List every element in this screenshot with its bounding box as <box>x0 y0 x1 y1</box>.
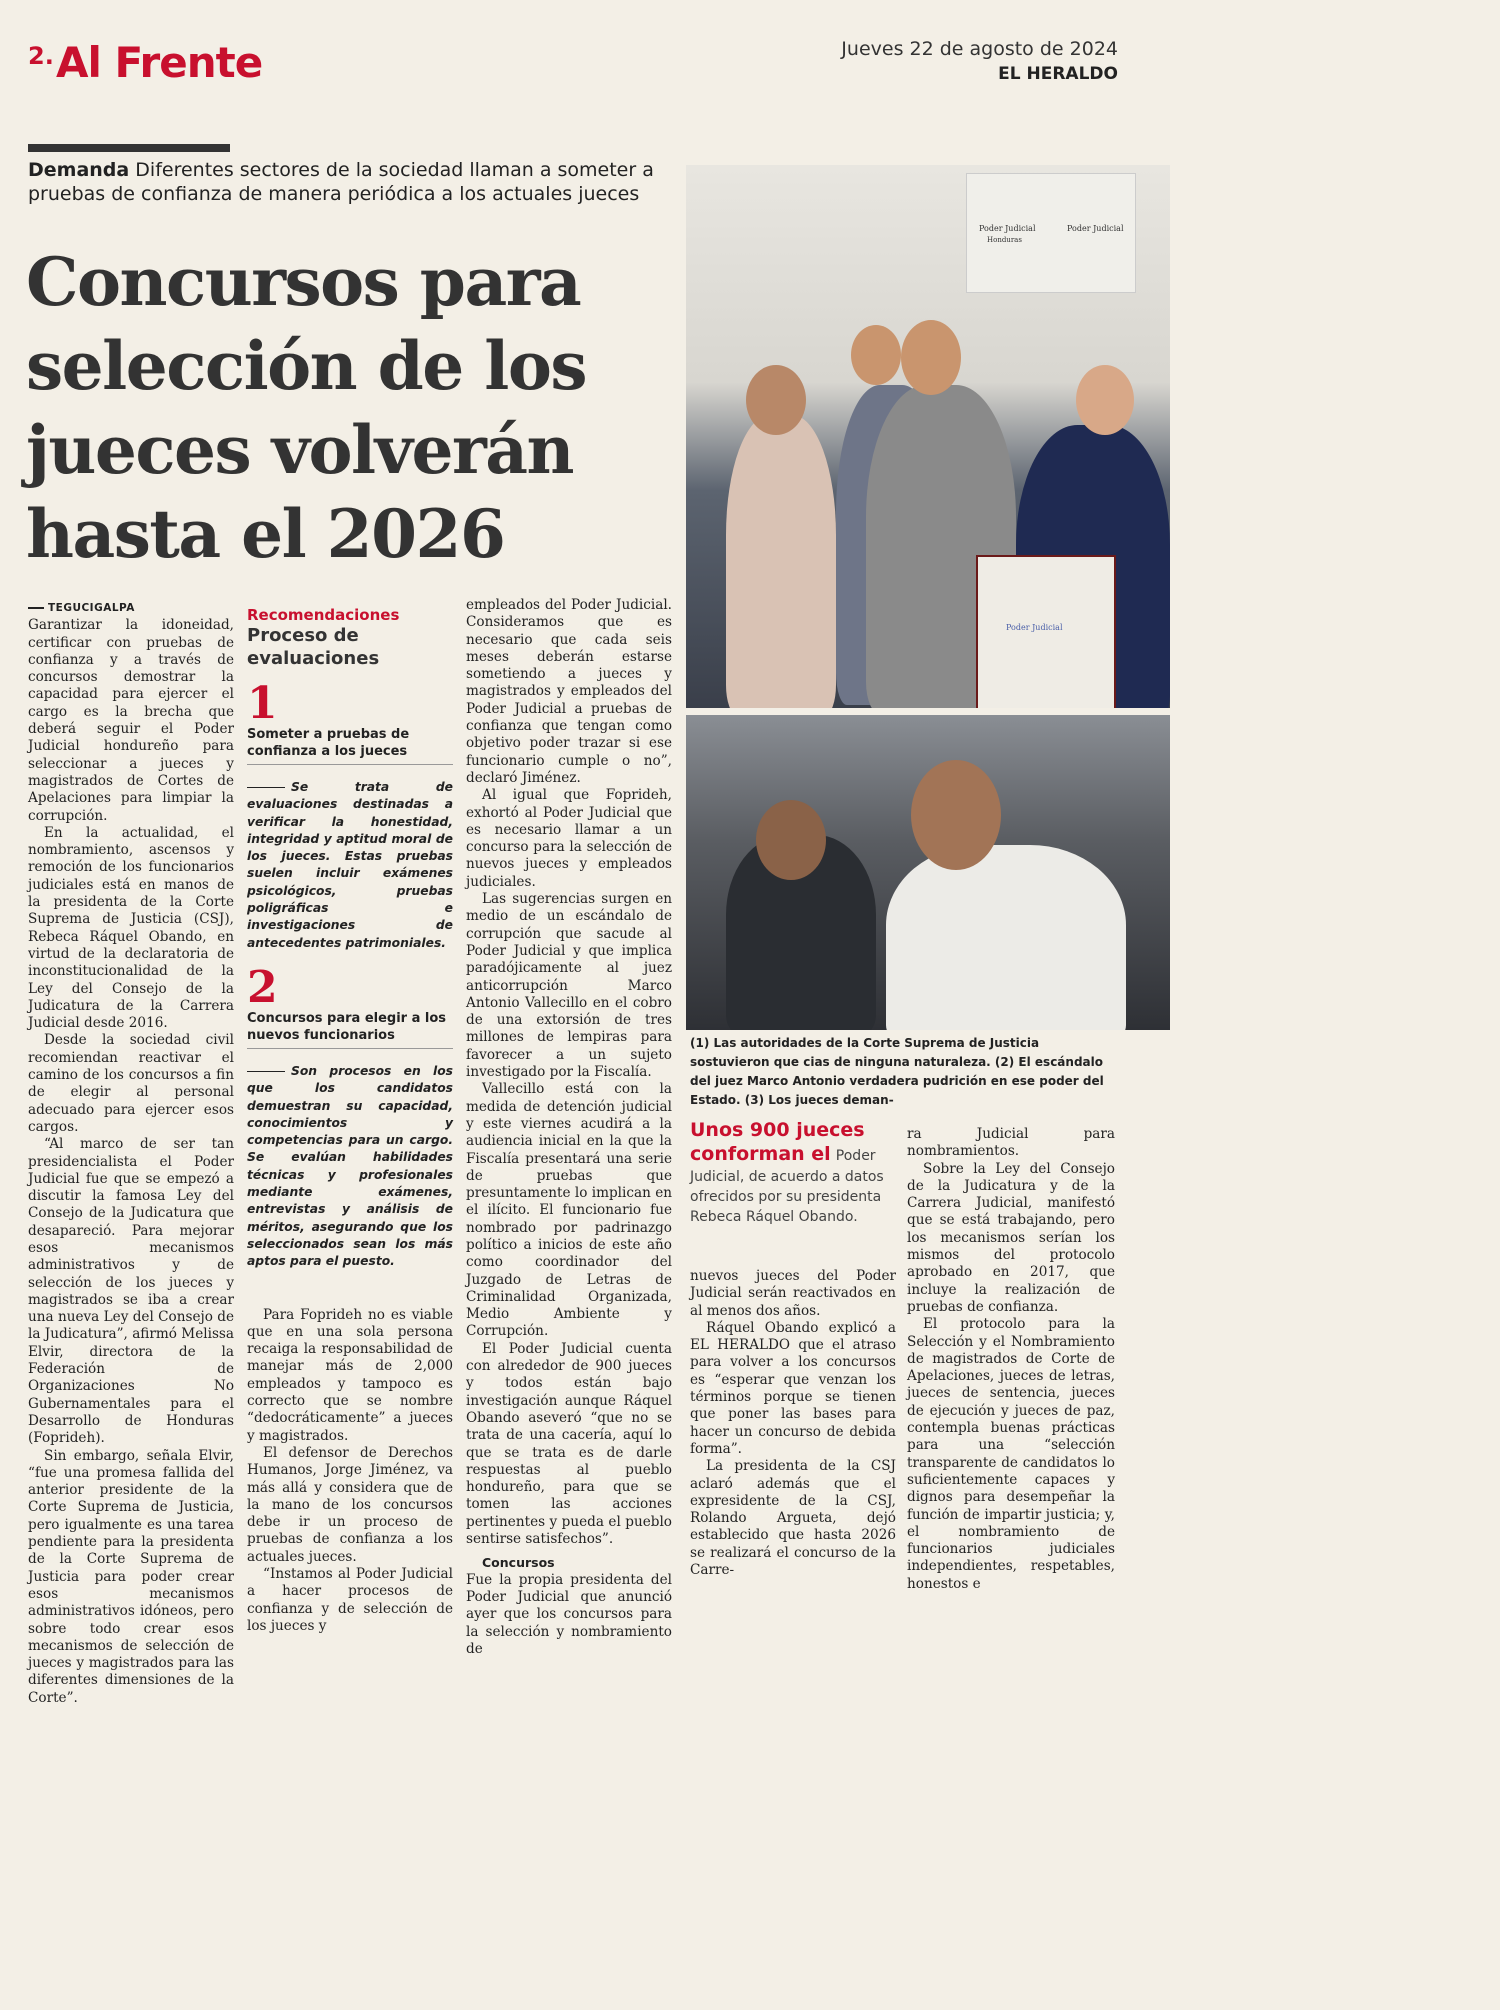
podium-label: Poder Judicial <box>1006 623 1063 632</box>
column-1 <box>28 600 234 1707</box>
head <box>911 760 1001 870</box>
paragraph: Para Foprideh no es viable que en una sola persona recaiga la responsabilidad de manejar más de 2,000 empleados y tampoco es correcto que se nombre “dedocráticamente” a jueces y magistrados. <box>247 1306 453 1444</box>
paragraph: En la actualidad, el nombramiento, ascensos y remoción de los funcionarios judiciales está en manos de la presidenta de la Corte Suprema de Justicia (CSJ), Rebeca Ráquel Obando, en virtud de la declaratoria de inconstitucionalidad de la Ley del Consejo de la Judicatura de la Carrera Judicial desde 2016. <box>28 824 234 1032</box>
newspaper-name: EL HERALDO <box>998 64 1118 84</box>
recommendations-box <box>247 606 453 1635</box>
head <box>851 325 901 385</box>
kicker <box>28 158 678 206</box>
paragraph: Garantizar la idoneidad, certificar con pruebas de confianza y a través de concursos demostrar la capacidad para ejercer el cargo es la brecha que deberá seguir el Poder Judicial hondureño para seleccionar a jueces y magistrados de Cortes de Apelaciones para limpiar la corrupción. <box>28 617 234 824</box>
banner-sublabel: Honduras <box>987 236 1022 244</box>
page-number: 2. <box>28 42 54 70</box>
paragraph: Ráquel Obando explicó a EL HERALDO que el atraso para volver a los concursos es “esperar que venzan los términos porque se tienen que poner las bases para hacer un concurso de debida forma”. <box>690 1319 896 1457</box>
recommendations-kicker: Recomendaciones <box>247 606 400 624</box>
kicker-label: Demanda <box>28 159 130 181</box>
column-4 <box>690 1268 896 1579</box>
column-3 <box>466 597 672 1658</box>
column-2-body <box>247 1307 453 1636</box>
person-woman-left <box>726 415 836 708</box>
subhead: Concursos <box>482 1555 555 1571</box>
recommendation-text: Son procesos en los que los candidatos demuestran su capacidad, conocimientos y competencias para un cargo. Se evalúan habilidades técnicas y profesionales mediante exámenes, entrevistas y análisis de méritos, asegurando que los seleccionados sean los más aptos para el puesto. <box>247 1063 453 1271</box>
paragraph: El protocolo para la Selección y el Nombramiento de magistrados de Corte de Apelaciones, jueces de letras, jueces de sentencia, jueces de ejecución y jueces de paz, contempla buenas prácticas para una “selección transparente de candidatos lo suficientemente capaces y dignos para desempeñar la función de impartir justicia; y, el nombramiento de funcionarios judiciales independientes, respetables, honestos e <box>907 1316 1115 1592</box>
detained-man <box>886 845 1126 1030</box>
banner-label-2: Poder Judicial <box>1067 224 1124 233</box>
podium <box>976 555 1116 708</box>
head <box>746 365 806 435</box>
kicker-text: Diferentes sectores de la sociedad llaman a someter a pruebas de confianza de manera periódica a los actuales jueces <box>28 159 654 205</box>
head <box>1076 365 1134 435</box>
paragraph: ra Judicial para nombramientos. <box>907 1126 1115 1160</box>
detained-judge-photo <box>686 715 1170 1030</box>
headline: Concursos para selección de los jueces volverán hasta el 2026 <box>26 243 587 573</box>
fact-box-title: Unos 900 jueces conforman el <box>690 1119 865 1165</box>
paragraph: Desde la sociedad civil recomiendan reactivar el camino de los concursos a fin de elegir al personal adecuado para ejercer esos cargos. <box>28 1032 234 1135</box>
recommendation-heading: Concursos para elegir a los nuevos funcionarios <box>247 1010 453 1049</box>
paragraph: Las sugerencias surgen en medio de un escándalo de corrupción que sacude al Poder Judicial y que implica paradójicamente al juez anticorrupción Marco Antonio Vallecillo en el cobro de una extorsión de tres millones de lempiras para favorecer a un sujeto investigado por la Fiscalía. <box>466 891 672 1081</box>
paragraph: Sobre la Ley del Consejo de la Judicatura y de la Carrera Judicial, manifestó que se está trabajando, pero los mecanismos serían los mismos del protocolo aprobado en 2017, que incluye la realización de pruebas de confianza. <box>907 1160 1115 1315</box>
banner-label: Poder Judicial <box>979 224 1036 233</box>
recommendation-number: 1 <box>247 678 278 729</box>
issue-date: Jueves 22 de agosto de 2024 <box>841 38 1118 60</box>
press-conference-photo <box>686 165 1170 708</box>
paragraph: “Instamos al Poder Judicial a hacer procesos de confianza y de selección de los jueces y <box>247 1565 453 1634</box>
head <box>901 320 961 395</box>
paragraph: nuevos jueces del Poder Judicial serán reactivados en al menos dos años. <box>690 1268 896 1319</box>
paragraph: empleados del Poder Judicial. Consideramos que es necesario que cada seis meses deberán estarse sometiendo a jueces y magistrados y empleados del Poder Judicial a pruebas de confianza que tengan como objetivo poder trazar si ese funcionario cumple o no”, declaró Jiménez. <box>466 597 672 786</box>
column-5 <box>907 1126 1115 1593</box>
paragraph: El Poder Judicial cuenta con alrededor de 900 jueces y todos están bajo investigación aunque Ráquel Obando aseveró “que no se trata de una cacería, aquí lo que se trata es de darle respuestas al pueblo hondureño, para que se tomen las acciones pertinentes y pueda el pueblo sentirse satisfechos”. <box>466 1340 672 1548</box>
recommendation-number: 2 <box>247 961 278 1013</box>
fact-box <box>690 1118 900 1226</box>
head <box>756 800 826 880</box>
recommendations-title: Proceso de evaluaciones <box>247 625 380 669</box>
paragraph: Sin embargo, señala Elvir, “fue una promesa fallida del anterior presidente de la Corte Suprema de Justicia, pero igualmente es una tarea pendiente para la presidenta de la Corte Suprema de Justicia para poder crear esos mecanismos administrativos idóneos, pero sobre todo crear esos mecanismos de selección de jueces y magistrados para las diferentes dimensiones de la Corte”. <box>28 1447 234 1706</box>
recommendation-heading: Someter a pruebas de confianza a los jueces <box>247 726 453 765</box>
kicker-rule <box>28 144 230 152</box>
dateline: TEGUCIGALPA <box>28 600 234 617</box>
paragraph: La presidenta de la CSJ aclaró además que el expresidente de la CSJ, Rolando Argueta, dejó establecido que hasta 2026 se realizará el concurso de la Carre- <box>690 1458 896 1579</box>
paragraph: Vallecillo está con la medida de detención judicial y este viernes acudirá a la audiencia inicial en la que la Fiscalía presentará una serie de pruebas que presuntamente lo implican en el ilícito. El funcionario fue nombrado por padrinazgo político a inicios de este año como coordinador del Juzgado de Letras de Criminalidad Organizada, Medio Ambiente y Corrupción. <box>466 1081 672 1340</box>
paragraph: Fue la propia presidenta del Poder Judicial que anunció ayer que los concursos para la selección y nombramiento de <box>466 1571 672 1657</box>
poder-judicial-banner <box>966 173 1136 293</box>
fact-box-text: Poder Judicial, de acuerdo a datos ofrecidos por su presidenta Rebeca Ráquel Obando. <box>690 1148 884 1225</box>
paragraph: Al igual que Foprideh, exhortó al Poder Judicial que es necesario llamar a un concurso para la selección de nuevos jueces y empleados judiciales. <box>466 787 672 890</box>
paragraph: “Al marco de ser tan presidencialista el Poder Judicial fue que se empezó a discutir la famosa Ley del Consejo de la Judicatura que desapareció. Para mejorar esos mecanismos administrativos y de selección de los jueces y magistrados se iba a crear una nueva Ley del Consejo de la Judicatura”, afirmó Melissa Elvir, directora de la Federación de Organizaciones No Gubernamentales para el Desarrollo de Honduras (Foprideh). <box>28 1136 234 1447</box>
paragraph: El defensor de Derechos Humanos, Jorge Jiménez, va más allá y considera que de la mano de los concursos debe ir un proceso de pruebas de confianza a los actuales jueces. <box>247 1444 453 1565</box>
section-title: Al Frente <box>56 38 263 87</box>
recommendation-text: Se trata de evaluaciones destinadas a verificar la honestidad, integridad y aptitud moral de los jueces. Estas pruebas suelen incluir exámenes psicológicos, pruebas poligráficas e investigaciones de antecedentes patrimoniales. <box>247 779 453 952</box>
photo-caption: (1) Las autoridades de la Corte Suprema de Justicia sostuvieron que cias de ninguna naturaleza. (2) El escándalo del juez Marco Antonio verdadera pudrición en ese poder del Estado. (3) Los jueces deman- <box>690 1036 1104 1107</box>
